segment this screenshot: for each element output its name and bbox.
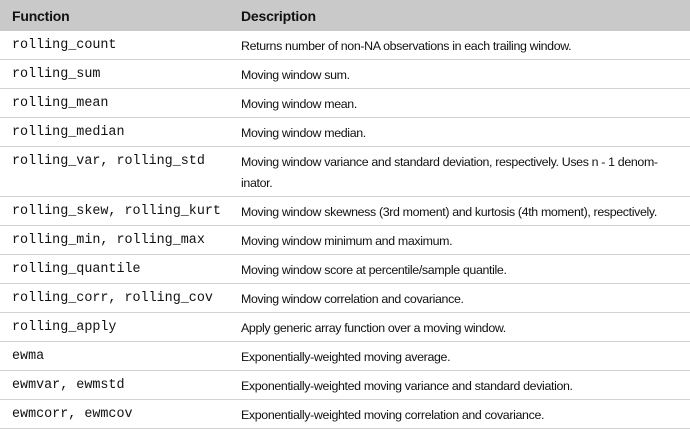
header-description: Description bbox=[241, 7, 316, 24]
table-header-row bbox=[0, 0, 690, 31]
table-row bbox=[0, 31, 690, 60]
table-row bbox=[0, 226, 690, 255]
function-name: rolling_sum bbox=[12, 67, 101, 82]
function-description: Exponentially-weighted moving average. bbox=[241, 350, 451, 364]
table-row bbox=[0, 313, 690, 342]
function-name: rolling_apply bbox=[12, 320, 117, 335]
function-description: Moving window sum. bbox=[241, 68, 350, 82]
function-name: rolling_count bbox=[12, 38, 117, 53]
table-row bbox=[0, 118, 690, 147]
function-name: rolling_median bbox=[12, 125, 125, 140]
function-name: ewmvar, ewmstd bbox=[12, 378, 125, 393]
function-description: Apply generic array function over a moving window. bbox=[241, 321, 506, 335]
function-description: Exponentially-weighted moving variance and standard deviation. bbox=[241, 379, 573, 393]
function-name: rolling_skew, rolling_kurt bbox=[12, 204, 221, 219]
header-function: Function bbox=[12, 7, 70, 24]
function-description: Moving window mean. bbox=[241, 97, 357, 111]
table-row bbox=[0, 60, 690, 89]
function-name: ewmcorr, ewmcov bbox=[12, 407, 133, 422]
table-row bbox=[0, 197, 690, 226]
table-row bbox=[0, 284, 690, 313]
table-row bbox=[0, 255, 690, 284]
function-name: rolling_quantile bbox=[12, 262, 141, 277]
function-name: rolling_corr, rolling_cov bbox=[12, 291, 213, 306]
function-name: rolling_mean bbox=[12, 96, 109, 111]
table-row bbox=[0, 371, 690, 400]
function-description: Moving window median. bbox=[241, 126, 366, 140]
function-name: rolling_min, rolling_max bbox=[12, 233, 205, 248]
function-name: rolling_var, rolling_std bbox=[12, 154, 205, 169]
table-row bbox=[0, 342, 690, 371]
table-row bbox=[0, 147, 690, 197]
function-description: Moving window minimum and maximum. bbox=[241, 234, 453, 248]
function-description: Moving window variance and standard deviation, respectively. Uses n - 1 denom-inator. bbox=[241, 155, 658, 190]
function-name: ewma bbox=[12, 349, 45, 364]
function-description: Returns number of non-NA observations in each trailing window. bbox=[241, 39, 572, 53]
function-description: Moving window score at percentile/sample quantile. bbox=[241, 263, 507, 277]
function-description: Moving window skewness (3rd moment) and kurtosis (4th moment), respectively. bbox=[241, 205, 657, 219]
function-description: Moving window correlation and covariance. bbox=[241, 292, 464, 306]
function-description: Exponentially-weighted moving correlation and covariance. bbox=[241, 408, 545, 422]
table-row bbox=[0, 89, 690, 118]
table-row bbox=[0, 400, 690, 429]
